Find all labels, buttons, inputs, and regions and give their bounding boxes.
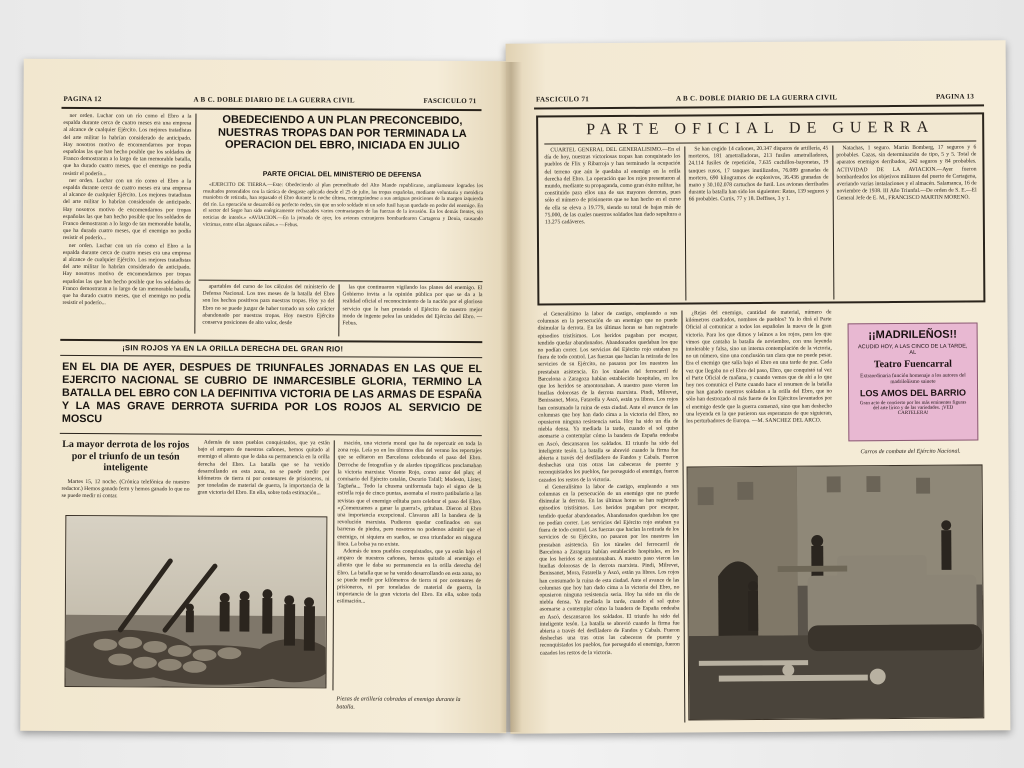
ad-line2: Extraordinaria función homenaje a los autores del madrileñismo sainete: [860, 372, 966, 386]
article-headline: La mayor derrota de los rojos por el triunfo de un tesón inteligente: [62, 438, 190, 474]
parte-ministerio-paragraph: «EJERCITO DE TIERRA.—Este: Obedeciendo al plan premeditado del Alto Mando republicano, ampliamente logrados los resultados pretendidos con la táctica de desgaste aplicada desde el 25 de julio, las tropas españolas, mediante voluntaria y metódica maniobra de retirada, han repasado el Ebro durante la noche última, reintegrándose a sus antiguas posiciones de la margen izquierda del río. La operación se desarrolló en perfecto orden, sin que un solo soldado ni un solo fusil hayan quedado en poder del enemigo. En el sector del Segre han sido enérgicamente rechazados varios contraataques de las fuerzas de la invasión. En los demás frentes, sin noticias de interés.» «AVIACION.—En la jornada de ayer, los aviones extranjeros bombardearon Cartagena y Denia, causando víctimas, entre ellas algunos niños.» —Febus.: [202, 181, 484, 228]
big-headline: EN EL DIA DE AYER, DESPUES DE TRIUNFALES JORNADAS EN LAS QUE EL EJERCITO NACIONAL SE CUBRIO DE INMARCESIBLE GLORIA, TERMINO LA BATALLA DEL EBRO CON LA DEFINITIVA VICTORIA DE LAS ARMAS DE ESPAÑA Y LA MAS GRAVE DERROTA SUFRIDA POR LOS ROJOS AL SERVICIO DE MOSCU: [61, 360, 483, 426]
article-lead-text: Martes 15, 12 noche. (Crónica telefónica de nuestro redactor.) Hemos ganado ferm y hemos ganado lo que no se puede medir ni contar.: [61, 478, 190, 500]
madrilenos-ad: [848, 322, 979, 441]
column-divider: [681, 311, 685, 723]
column-divider: [332, 440, 334, 690]
section-kicker: ¡SIN ROJOS YA EN LA ORILLA DERECHA DEL GRAN RIO!: [122, 343, 344, 354]
left-mid-column-2: [202, 284, 334, 337]
ad-line1: ACUDID HOY, A LAS CINCO DE LA TARDE, AL: [857, 343, 968, 356]
left-mid-col2-text: apartables del curso de los cálculos del ministerio de Defensa Nacional. Los tres meses de la batalla del Ebro son los hechos positivos para nuestras tropas. Hoy ya del Ebro no se puede juzgar de haber tomado un solo carácter abandonado por nuestras tropas. Hoy nuestro Ejército conserva posiciones de alto valor, desde: [202, 283, 335, 327]
left-top-column-1: [62, 113, 191, 334]
left-page: [20, 59, 510, 734]
right-article-column-2: [685, 309, 832, 464]
headline-rule: [60, 433, 482, 436]
article-col3-text: mación, una victoria moral que ha de repercutir en toda la zona roja. Leía yo en los últimos días del verano los reportajes que se editaron en Barcelona celebrando el paso del Ebro. Derroche de fotografías y de alardes tipográficos proclamaban la victoria marxista: Vicente Rojo, como autor del plan; el comisario del Ejército catalán, Oscurio Tafall; Modesto, Líster, Tagüeña... Todo la chusma uniformada bajo el signo de la estrella roja de cinco puntas, asomaba el rostro patibulario a las revistas que el enemigo editaba para celebrar el paso del Ebro. «¡Comenzamos a ganar la guerra!», gritaban. Dieron al Ebro una importancia excepcional. Clavaron allí la bandera de la revolución marxista. Pudieron quedar confinados en sus barreras de piedra, pero nosotros no podemos admitir que el enemigo, ni siquiera en sueños, se crea triunfador en ninguna línea. La bolsa ya no existe.: [337, 440, 482, 548]
column-divider: [832, 145, 834, 299]
article-col3-text-cont: Además de unos pueblos conquistados, que ya están bajo el amparo de nuestros cañones, hemos quitado al enemigo el aliento que le daba su permanencia en la orilla derecha del Ebro. La batalla que se ha venido desarrollando en esta zona, no se puede medir por kilómetros de tierra ni por centenares de prisioneros, ni por toneladas de material de guerra, la importancia de la gran victoria del Ebro. En ella, sobre toda estimación...: [336, 548, 482, 605]
section-rule-2: [60, 355, 482, 358]
ad-venue: Teatro Fuencarral: [873, 358, 952, 371]
left-top-col1-text-cont2: ner orden. Luchar con un río como el Ebro a la espalda durante cerca de cuatro meses era una empresa al alcance de cualquier Ejército. Los mejores tratadistas del arte militar lo habrían considerado de anticipado. Hay nosotros motivo de encomendarnos por tropas españolas las que han hecho posible que los soldados de Franco demostraran a lo largo de tan memorable batalla, que ha durado cuatro meses, que el enemigo no podía resistir el poderío...: [62, 242, 191, 307]
ad-title: ¡¡MADRILEÑOS!!: [868, 328, 957, 342]
left-header-rule: [62, 107, 482, 111]
parte-col3-text: Natachas, 1 seguro. Martin Bomberg, 17 seguros y 6 probables. Cazas, sin determinación de tipo, 5 y 5. Total de aparatos enemigos derribados, 242 seguros y 84 probables. ACTIVIDAD DE LA AVIACION.—Ayer fueron bombardeados los objetivos militares del puerto de Cartagena, averiando varias instalaciones y el almacén. Salamanca, 16 de noviembre de 1938. III Año Triunfal.—De orden de S. E.—El General Jefe de E. M., FRANCISCO MARTIN MORENO.: [836, 144, 977, 202]
parte-oficial-title: PARTE OFICIAL DE GUERRA: [586, 118, 935, 139]
parte-oficial-box: [536, 112, 985, 305]
ad-show: LOS AMOS DEL BARRIO: [859, 387, 967, 399]
parte-col1-text: CUARTEL GENERAL DEL GENERALISIMO.—En el día de hoy, nuestras victoriosas tropas han conquistado los pueblos de Flix y Ribarroja y han terminado la ocupación del terreno que aún le quedaba al enemigo en la orilla derecha del Ebro. La operación que los rojos presentaron al mundo, mediante su propaganda, como gran éxito militar, ha constituido para ellos una de sus mayores derrotas, pues sólo el número de prisioneros que se han hecho en el curso de ella se eleva a 19.779, siendo su total de bajas más de 75.000, de las cuales nuestros soldados han dado sepultura a 13.275 cadáveres.: [544, 146, 681, 226]
right-col1-text: el Generalísimo la labor de castigo, empleando a sus columnas en la persecución de un enemigo que no puede disimular la derrota. En las últimas horas se han registrado episodios tristísimos. Los heridos pagaban por escapar, tendido quedar abandonados. Abandonados quedaban los que no podían correr. Los servicios del Ejército rojo estaban ya fuera de todo control. Las fuerzas que hacían la retirada de los servicios de su Ejército, no pasaron por los nuestros las prestaban asistencia. En los túneles del ferrocarril de Barcelona a Zaragoza habían establecido hospitales, en los que los heridos se amontonaban. A nuestro paso vieron las huellas dolorosas de la derrota marxista. Pindi, Milrevet, Benissanet, Mora, Fatarella y Ascó, están ya libres. Los rojos han consumado la ruina de esta ciudad. Ante el avance de las columnas que hoy han dado cima a la victoria del Ebro, no opusieron ninguna resistencia seria. Hoy ha sido un día de niebla densa. Ya mediada la tarde, cuando el sol quiso asomarse a contemplar cómo la bandera de España ondeaba en Ascó, descansaron los soldados. El triunfo ha sido del inteligente tesón. La batalla se abrevió cuando la firma fue abierta a través del desfiladero de Fandos y Cabals. Fueron deshechas una tras otras las cabeceras de puente y reconquistados los pueblos, fue perseguido el enemigo, fueron cazados los restos de la victoria.: [537, 310, 679, 484]
right-masthead: A B C. DOBLE DIARIO DE LA GUERRA CIVIL: [675, 93, 838, 103]
newspaper-spread: [22, 42, 1008, 732]
tanks-photo: [687, 464, 985, 720]
left-fascicle: FASCICULO 71: [423, 96, 477, 106]
parte-col2-text: Se han cogido 14 cañones, 20.347 disparos de artillería, 45 morteros, 181 ametralladoras, 213 fusiles ametralladores, 24.114 fusiles de repetición, 7.635 cuchillos-bayonetas, 19 tanques rusos, 17 tanques inutilizados, 76.089 granadas de mortero, 690 kilogramos de explosivos, 36.436 granadas de mano y 30.102.078 cartuchos de fusil. Los aviones derribados durante la batalla han sido los siguientes: Ratas, 139 seguros y 66 probables. Curtis, 77 y 18. Deffises, 3 y 1.: [688, 145, 829, 203]
sub-headline: PARTE OFICIAL DEL MINISTERIO DE DEFENSA: [262, 170, 422, 179]
right-col1-text-cont: el Generalísimo la labor de castigo, empleando a sus columnas en la persecución de un enemigo que no puede disimular la derrota. En las últimas horas se han registrado episodios tristísimos. Los heridos pagaban por escapar, tendido quedar abandonados. Abandonados quedaban los que no podían correr. Los servicios del Ejército rojo estaban ya fuera de todo control. Las fuerzas que hacían la retirada de los servicios de su Ejército, no pasaron por los nuestros las prestaban asistencia. En los túneles del ferrocarril de Barcelona a Zaragoza habían establecido hospitales, en los que los heridos se amontonaban. A nuestro paso vieron las huellas dolorosas de la derrota marxista. Pindi, Milrevet, Benissanet, Mora, Fatarella y Ascó, están ya libres. Los rojos han consumado la ruina de esta ciudad. Ante el avance de las columnas que hoy han dado cima a la victoria del Ebro, no opusieron ninguna resistencia seria. Hoy ha sido un día de niebla densa. Ya mediada la tarde, cuando el sol quiso asomarse a contemplar cómo la bandera de España ondeaba en Ascó, descansaron los soldados. El triunfo ha sido del inteligente tesón. La batalla se abrevió cuando la firma fue abierta a través del desfiladero de Fandos y Cabals. Fueron deshechas una tras otras las cabeceras de puente y reconquistados los pueblos, fue perseguido el enemigo, fueron cazados los restos de la victoria.: [538, 483, 680, 657]
left-top-col1-text-cont: ner orden. Luchar con un río como el Ebro a la espalda durante cerca de cuatro meses era una empresa al alcance de cualquier Ejército. Los mejores tratadistas del arte militar lo habrían considerado de anticipado. Hay nosotros motivo de encomendarnos por tropas españolas las que han hecho posible que los soldados de Franco demostraran a lo largo de tan memorable batalla, que ha durado cuatro meses, que el enemigo no podía resistir el poderío...: [62, 177, 192, 242]
right-col2-text: ¿Rejas del enemigo, cantidad de material, número de kilómetros cuadrados, nombres de pueblos? Ya lo dirá el Parte Oficial al comunicar a todos los españoles la nueva de la gran victoria. Para los que dimos y leímos a los rojos, para los que vimos que cantaba la batalla de noviembre, con una leyenda intolerable y falsa, sino un interna contemplación de la victoria, no un número, sino una conclusión tan clara que no puede pesar. Era el enemigo que salía bajo el Ebro en una tarde de paz. Cada vez que llegaba no el Ebro del paso, Ebro, que conquistó tal vez el Parte Oficial de mañana, y cuando vemos que de ahí a lo que hoy nos comunica el Parte cuando hace el resumen de la batalla que han ganado nuestros soldados a la orilla del Ebro, que no sólo han destrozado al más fuerte de los Ejércitos levantados por el enemigo desde que la guerra comenzó, sino que han deshecho una leyenda en la que pusieron sus esperanzas de que siguieran, los perturbadores de Europa. —M. SANCHEZ DEL ARCO.: [685, 309, 833, 425]
article-lead: [61, 479, 189, 510]
ad-line3: Gran acto de concierto por los más eminentes figuras del arte lírico y de las variedades. ¡VED CARTELERA!: [859, 400, 967, 417]
column-divider: [684, 147, 686, 301]
tank-photo-caption: Carros de combate del Ejército Nacional.: [860, 448, 961, 456]
left-top-col1-text: ner orden. Luchar con un río como el Ebro a la espalda durante cerca de cuatro meses era una empresa al alcance de cualquier Ejército. Los mejores tratadistas del arte militar lo habrían considerado de anticipado. Hay nosotros motivo de encomendarnos por tropas españolas las que han hecho posible que los soldados de Franco demostraran a lo largo de tan memorable batalla, que ha durado cuatro meses, que el enemigo no podía resistir el poderío...: [63, 112, 192, 177]
column-divider: [338, 284, 339, 336]
column-divider: [194, 114, 196, 334]
parte-column-3: [836, 144, 977, 299]
right-page-number: PAGINA 13: [935, 92, 975, 101]
right-fascicle: FASCICULO 71: [535, 95, 590, 104]
left-page-number: PAGINA 12: [63, 94, 102, 104]
artillery-photo-caption: Piezas de artillería cobradas al enemigo durante la batalla.: [336, 696, 461, 710]
parte-bottom-rule: [199, 280, 483, 282]
left-masthead: A B C. DOBLE DIARIO DE LA GUERRA CIVIL: [193, 95, 355, 105]
parte-column-2: [688, 146, 829, 301]
left-mid-column-3: [342, 284, 482, 337]
parte-ministerio-text: [203, 182, 483, 277]
main-headline: OBEDECIENDO A UN PLAN PRECONCEBIDO, NUESTRAS TROPAS DAN POR TERMINADA LA OPERACION DEL EBRO, INICIADA EN JULIO: [217, 113, 467, 153]
left-mid-col3-text: las que continuaron vigilando los planes del enemigo. El Gobierno invita a la opinión pública por que se da a la realidad oficial el reconocimiento de la nación por el glorioso servicio que le han prestado el Ejército de nuestro mejor modo de ingente pelea las unidades del Ejército del Ebro. —Febus.: [342, 284, 483, 327]
parte-column-1: [544, 147, 681, 302]
right-article-column-1: [537, 311, 680, 724]
article-column-2: [197, 440, 329, 513]
artillery-photo: [64, 515, 327, 688]
article-col2-text: Además de unos pueblos conquistados, que ya están bajo el amparo de nuestros cañones, hemos quitado al enemigo el aliento que le daba su permanencia en la orilla derecha del Ebro. La batalla que se ha venido desarrollando en esta zona, no se puede medir por kilómetros de tierra ni por centenares de prisioneros, ni por toneladas de material de guerra, la importancia de la gran victoria del Ebro. En ella, sobre toda estimación...: [197, 439, 330, 497]
spine-gutter: [500, 62, 522, 732]
right-header-rule: [534, 104, 984, 109]
right-page: [506, 40, 1011, 733]
article-column-3: [336, 440, 481, 691]
parte-title-rule: [544, 140, 976, 144]
